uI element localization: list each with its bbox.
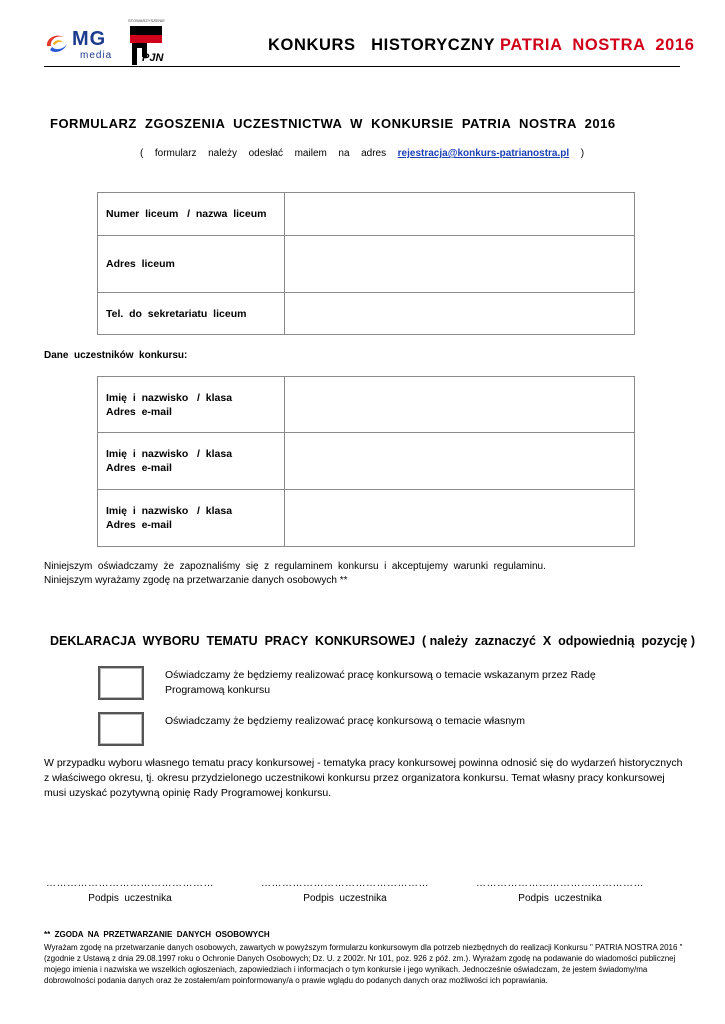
consent-line-2: Niniejszym wyrażamy zgodę na przetwarzanie danych osobowych ** (44, 575, 348, 586)
school-name-field[interactable] (284, 193, 634, 236)
table-row (98, 377, 635, 433)
consent-text (44, 560, 546, 588)
pjn-logo-small-text: STOWARZYSZENIE (128, 18, 165, 23)
participant-email-label: Adres e-mail (106, 462, 172, 474)
participant-name-class-label: Imię i nazwisko / klasa (106, 505, 233, 517)
footnote-text: Wyrażam zgodę na przetwarzanie danych osobowych, zawartych w powyższym formularzu konkursowym dla potrzeb niezbędnych do realizacji Konkursu " PATRIA NOSTRA 2016 "(zgodnie z Ustawą z dnia 29.08.1997 roku o Ochronie Danych Osobowych; Dz. U. z 2002r. Nr 101, poz. 926 z póź. zm.). Wyrażam zgodę na podawanie do wiadomości publicznej mojego imienia i nazwiska we wszelkich ogłoszeniach, zapowiedziach i informacjach o tym konkursie i jego wynikach. Jednocześnie oświadczam, że jestem świadomy/ma dobrowolności podania danych oraz że zostałem/am poinformowany/a o prawie wglądu do podanych danych oraz możliwości ich poprawiania. (44, 943, 683, 985)
signature-label: Podpis uczestnika (88, 893, 172, 904)
media-logo-text: media (80, 50, 113, 61)
mg-media-logo (44, 28, 122, 64)
participant-3-label (98, 490, 285, 547)
participant-name-class-label: Imię i nazwisko / klasa (106, 448, 233, 460)
registration-email-link[interactable]: rejestracja@konkurs-patrianostra.pl (397, 148, 570, 159)
footnote-title: ** ZGODA NA PRZETWARZANIE DANYCH OSOBOWYCH (44, 930, 270, 939)
school-address-label: Adres liceum (98, 236, 285, 293)
title-black: KONKURS HISTORYCZNY (268, 36, 495, 54)
signature-block (470, 878, 650, 904)
title-red: PATRIA NOSTRA 2016 (500, 36, 695, 54)
signature-label: Podpis uczestnika (518, 893, 602, 904)
signature-line[interactable]: ………………………………………… (261, 878, 429, 889)
table-row (98, 293, 635, 335)
participant-3-field[interactable] (284, 490, 634, 547)
form-note-suffix: ) (580, 148, 585, 159)
topic-own-checkbox[interactable] (98, 712, 144, 746)
form-note-prefix: ( formularz należy odesłać mailem na adres (140, 148, 387, 159)
participants-section-label: Dane uczestników konkursu: (44, 350, 188, 361)
form-note (140, 148, 584, 159)
table-row (98, 490, 635, 547)
participants-table (97, 376, 635, 547)
topic-council-checkbox[interactable] (98, 666, 144, 700)
signature-block (255, 878, 435, 904)
mg-logo-text: MG (72, 28, 107, 50)
signature-line[interactable]: ………………………………………… (476, 878, 644, 889)
topic-own-option-label: Oświadczamy że będziemy realizować pracę konkursową o temacie własnym (165, 715, 526, 727)
participant-email-label: Adres e-mail (106, 519, 172, 531)
participant-1-field[interactable] (284, 377, 634, 433)
signature-block (40, 878, 220, 904)
table-row (98, 236, 635, 293)
participant-email-label: Adres e-mail (106, 405, 172, 418)
table-row (98, 433, 635, 490)
participant-2-field[interactable] (284, 433, 634, 490)
topic-council-option-label: Oświadczamy że będziemy realizować pracę konkursową o temacie wskazanym przez Radę Programową konkursu (165, 669, 596, 696)
participant-1-label (98, 377, 285, 433)
school-phone-field[interactable] (284, 293, 634, 335)
school-phone-label: Tel. do sekretariatu liceum (98, 293, 285, 335)
pjn-logo (128, 18, 164, 68)
signature-label: Podpis uczestnika (303, 893, 387, 904)
consent-line-1: Niniejszym oświadczamy że zapoznaliśmy się z regulaminem konkursu i akceptujemy warunki regulaminu. (44, 561, 546, 572)
mg-swirl-icon (44, 32, 70, 54)
participant-2-label (98, 433, 285, 490)
pjn-logo-text: PJN (142, 52, 164, 64)
header-divider (44, 66, 680, 67)
school-address-field[interactable] (284, 236, 634, 293)
school-name-label: Numer liceum / nazwa liceum (98, 193, 285, 236)
declaration-paragraph: W przypadku wyboru własnego tematu pracy konkursowej - tematyka pracy konkursowej powinna odnosić się do wydarzeń historycznych z właściwego okresu, tj. okresu przydzielonego uczestnikowi konkursu przez organizatora konkursu. Temat własny pracy konkursowej musi uzyskać pozytywną opinię Rady Programowej konkursu. (44, 757, 683, 799)
page-title (268, 36, 694, 55)
declaration-title: DEKLARACJA WYBORU TEMATU PRACY KONKURSOWEJ ( należy zaznaczyć X odpowiednią pozycję ) (50, 634, 695, 648)
signature-line[interactable]: ………………………………………… (46, 878, 214, 889)
participant-name-class-label: Imię i nazwisko / klasa (106, 391, 233, 404)
school-table (97, 192, 635, 335)
form-title: FORMULARZ ZGOSZENIA UCZESTNICTWA W KONKURSIE PATRIA NOSTRA 2016 (50, 116, 616, 131)
table-row (98, 193, 635, 236)
